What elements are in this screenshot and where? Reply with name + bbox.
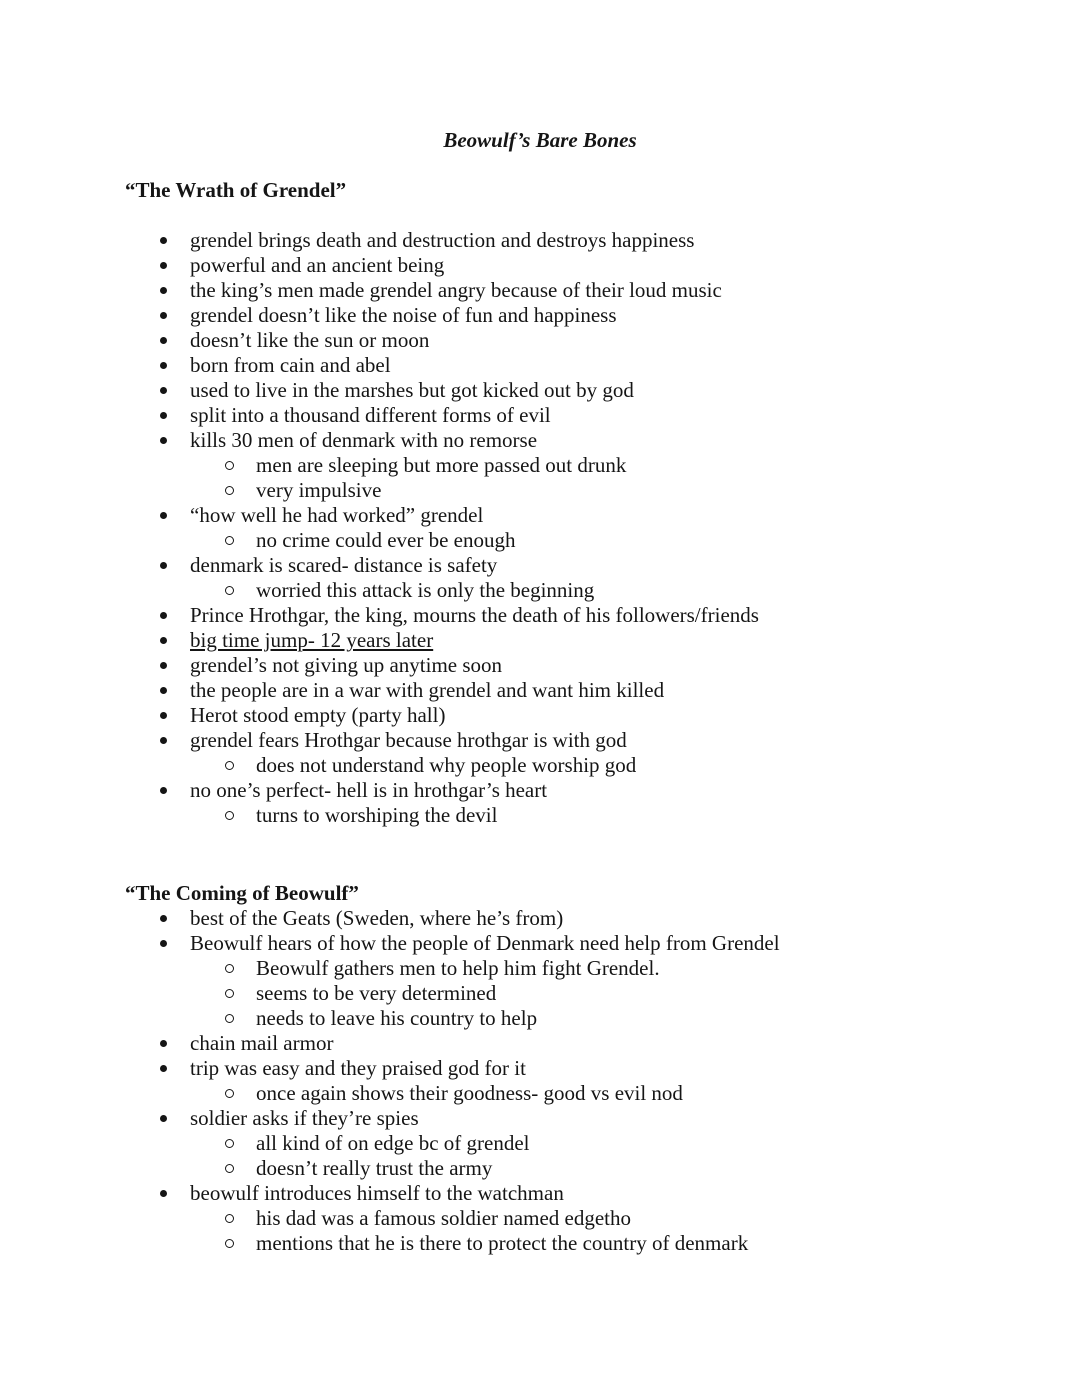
bullet-marker <box>160 915 167 922</box>
bullet-text: needs to leave his country to help <box>256 1006 538 1030</box>
bullet-marker <box>160 1190 167 1197</box>
sub-bullet-marker <box>225 964 234 973</box>
bullet-text: used to live in the marshes but got kicked out by god <box>190 378 634 402</box>
sub-bullet-marker <box>225 989 234 998</box>
bullet-text: the people are in a war with grendel and want him killed <box>190 678 665 702</box>
bullet-text: his dad was a famous soldier named edgetho <box>256 1206 631 1230</box>
bullet-text: Herot stood empty (party hall) <box>190 703 446 727</box>
bullet-marker <box>160 687 167 694</box>
bullet-text: grendel’s not giving up anytime soon <box>190 653 503 677</box>
bullet-text: born from cain and abel <box>190 353 391 377</box>
document-title: Beowulf’s Bare Bones <box>443 128 637 152</box>
bullet-text: chain mail armor <box>190 1031 334 1055</box>
bullet-text: turns to worshiping the devil <box>256 803 498 827</box>
bullet-item <box>125 703 955 728</box>
sub-bullet-item <box>125 1231 955 1256</box>
bullet-marker <box>160 237 167 244</box>
bullet-text: doesn’t really trust the army <box>256 1156 493 1180</box>
bullet-marker <box>160 737 167 744</box>
bullet-text: no one’s perfect- hell is in hrothgar’s heart <box>190 778 548 802</box>
sub-bullet-item <box>125 453 955 478</box>
bullet-marker <box>160 637 167 644</box>
bullet-text: “how well he had worked” grendel <box>190 503 484 527</box>
sub-bullet-marker <box>225 1089 234 1098</box>
bullet-item <box>125 278 955 303</box>
bullet-text: grendel doesn’t like the noise of fun and happiness <box>190 303 617 327</box>
bullet-item <box>125 353 955 378</box>
bullet-marker <box>160 662 167 669</box>
sub-bullet-item <box>125 956 955 981</box>
section-heading-wrath-of-grendel: “The Wrath of Grendel” <box>125 178 347 202</box>
bullet-marker <box>160 287 167 294</box>
bullet-marker <box>160 412 167 419</box>
bullet-text: once again shows their goodness- good vs evil nod <box>256 1081 683 1105</box>
bullet-marker <box>160 437 167 444</box>
sub-bullet-marker <box>225 461 234 470</box>
sub-bullet-item <box>125 478 955 503</box>
bullet-text: worried this attack is only the beginning <box>256 578 595 602</box>
bullet-item <box>125 1056 955 1081</box>
sub-bullet-item <box>125 578 955 603</box>
bullet-item <box>125 603 955 628</box>
bullet-item <box>125 628 955 653</box>
bullet-text: trip was easy and they praised god for it <box>190 1056 526 1080</box>
bullet-item <box>125 1031 955 1056</box>
bullet-marker <box>160 940 167 947</box>
bullet-item <box>125 228 955 253</box>
bullet-item <box>125 328 955 353</box>
sub-bullet-item <box>125 803 955 828</box>
bullet-text: beowulf introduces himself to the watchman <box>190 1181 564 1205</box>
bullet-text: kills 30 men of denmark with no remorse <box>190 428 538 452</box>
sub-bullet-marker <box>225 1139 234 1148</box>
sub-bullet-marker <box>225 1014 234 1023</box>
bullet-item <box>125 778 955 803</box>
bullet-text: Beowulf hears of how the people of Denmark need help from Grendel <box>190 931 780 955</box>
bullet-text: does not understand why people worship god <box>256 753 637 777</box>
bullet-text-underlined: big time jump- 12 years later <box>190 628 434 652</box>
sub-bullet-marker <box>225 811 234 820</box>
bullet-marker <box>160 387 167 394</box>
bullet-text: split into a thousand different forms of evil <box>190 403 551 427</box>
bullet-text: Beowulf gathers men to help him fight Grendel. <box>256 956 660 980</box>
sub-bullet-marker <box>225 1214 234 1223</box>
bullet-item <box>125 728 955 753</box>
bullet-marker <box>160 312 167 319</box>
section-heading-coming-of-beowulf: “The Coming of Beowulf” <box>125 881 359 905</box>
bullet-marker <box>160 562 167 569</box>
bullet-item <box>125 378 955 403</box>
bullet-text: all kind of on edge bc of grendel <box>256 1131 530 1155</box>
bullet-item <box>125 1106 955 1131</box>
bullet-marker <box>160 1040 167 1047</box>
sub-bullet-item <box>125 1206 955 1231</box>
bullet-item <box>125 553 955 578</box>
bullet-list-wrath-of-grendel <box>125 228 955 828</box>
bullet-marker <box>160 712 167 719</box>
bullet-marker <box>160 612 167 619</box>
bullet-text: the king’s men made grendel angry because of their loud music <box>190 278 722 302</box>
bullet-item <box>125 678 955 703</box>
bullet-item <box>125 303 955 328</box>
bullet-item <box>125 253 955 278</box>
bullet-text: powerful and an ancient being <box>190 253 445 277</box>
bullet-list-coming-of-beowulf <box>125 906 955 1256</box>
bullet-text: grendel fears Hrothgar because hrothgar is with god <box>190 728 627 752</box>
sub-bullet-item <box>125 1131 955 1156</box>
sub-bullet-marker <box>225 486 234 495</box>
sub-bullet-item <box>125 528 955 553</box>
sub-bullet-item <box>125 1081 955 1106</box>
sub-bullet-item <box>125 1156 955 1181</box>
bullet-item <box>125 403 955 428</box>
bullet-text: seems to be very determined <box>256 981 497 1005</box>
bullet-text: men are sleeping but more passed out drunk <box>256 453 627 477</box>
bullet-marker <box>160 362 167 369</box>
bullet-marker <box>160 512 167 519</box>
bullet-item <box>125 428 955 453</box>
bullet-text: best of the Geats (Sweden, where he’s from) <box>190 906 564 930</box>
sub-bullet-marker <box>225 586 234 595</box>
bullet-text: Prince Hrothgar, the king, mourns the death of his followers/friends <box>190 603 759 627</box>
bullet-marker <box>160 1065 167 1072</box>
bullet-text: soldier asks if they’re spies <box>190 1106 419 1130</box>
bullet-marker <box>160 337 167 344</box>
bullet-item <box>125 1181 955 1206</box>
bullet-text: very impulsive <box>256 478 382 502</box>
bullet-item <box>125 931 955 956</box>
bullet-text: doesn’t like the sun or moon <box>190 328 430 352</box>
sub-bullet-marker <box>225 1164 234 1173</box>
bullet-text: no crime could ever be enough <box>256 528 516 552</box>
sub-bullet-item <box>125 1006 955 1031</box>
sub-bullet-marker <box>225 761 234 770</box>
bullet-marker <box>160 1115 167 1122</box>
bullet-item <box>125 906 955 931</box>
bullet-item <box>125 653 955 678</box>
sub-bullet-marker <box>225 1239 234 1248</box>
bullet-text: mentions that he is there to protect the country of denmark <box>256 1231 749 1255</box>
bullet-text: grendel brings death and destruction and destroys happiness <box>190 228 695 252</box>
bullet-marker <box>160 262 167 269</box>
sub-bullet-marker <box>225 536 234 545</box>
sub-bullet-item <box>125 753 955 778</box>
bullet-text: denmark is scared- distance is safety <box>190 553 498 577</box>
sub-bullet-item <box>125 981 955 1006</box>
bullet-item <box>125 503 955 528</box>
bullet-marker <box>160 787 167 794</box>
